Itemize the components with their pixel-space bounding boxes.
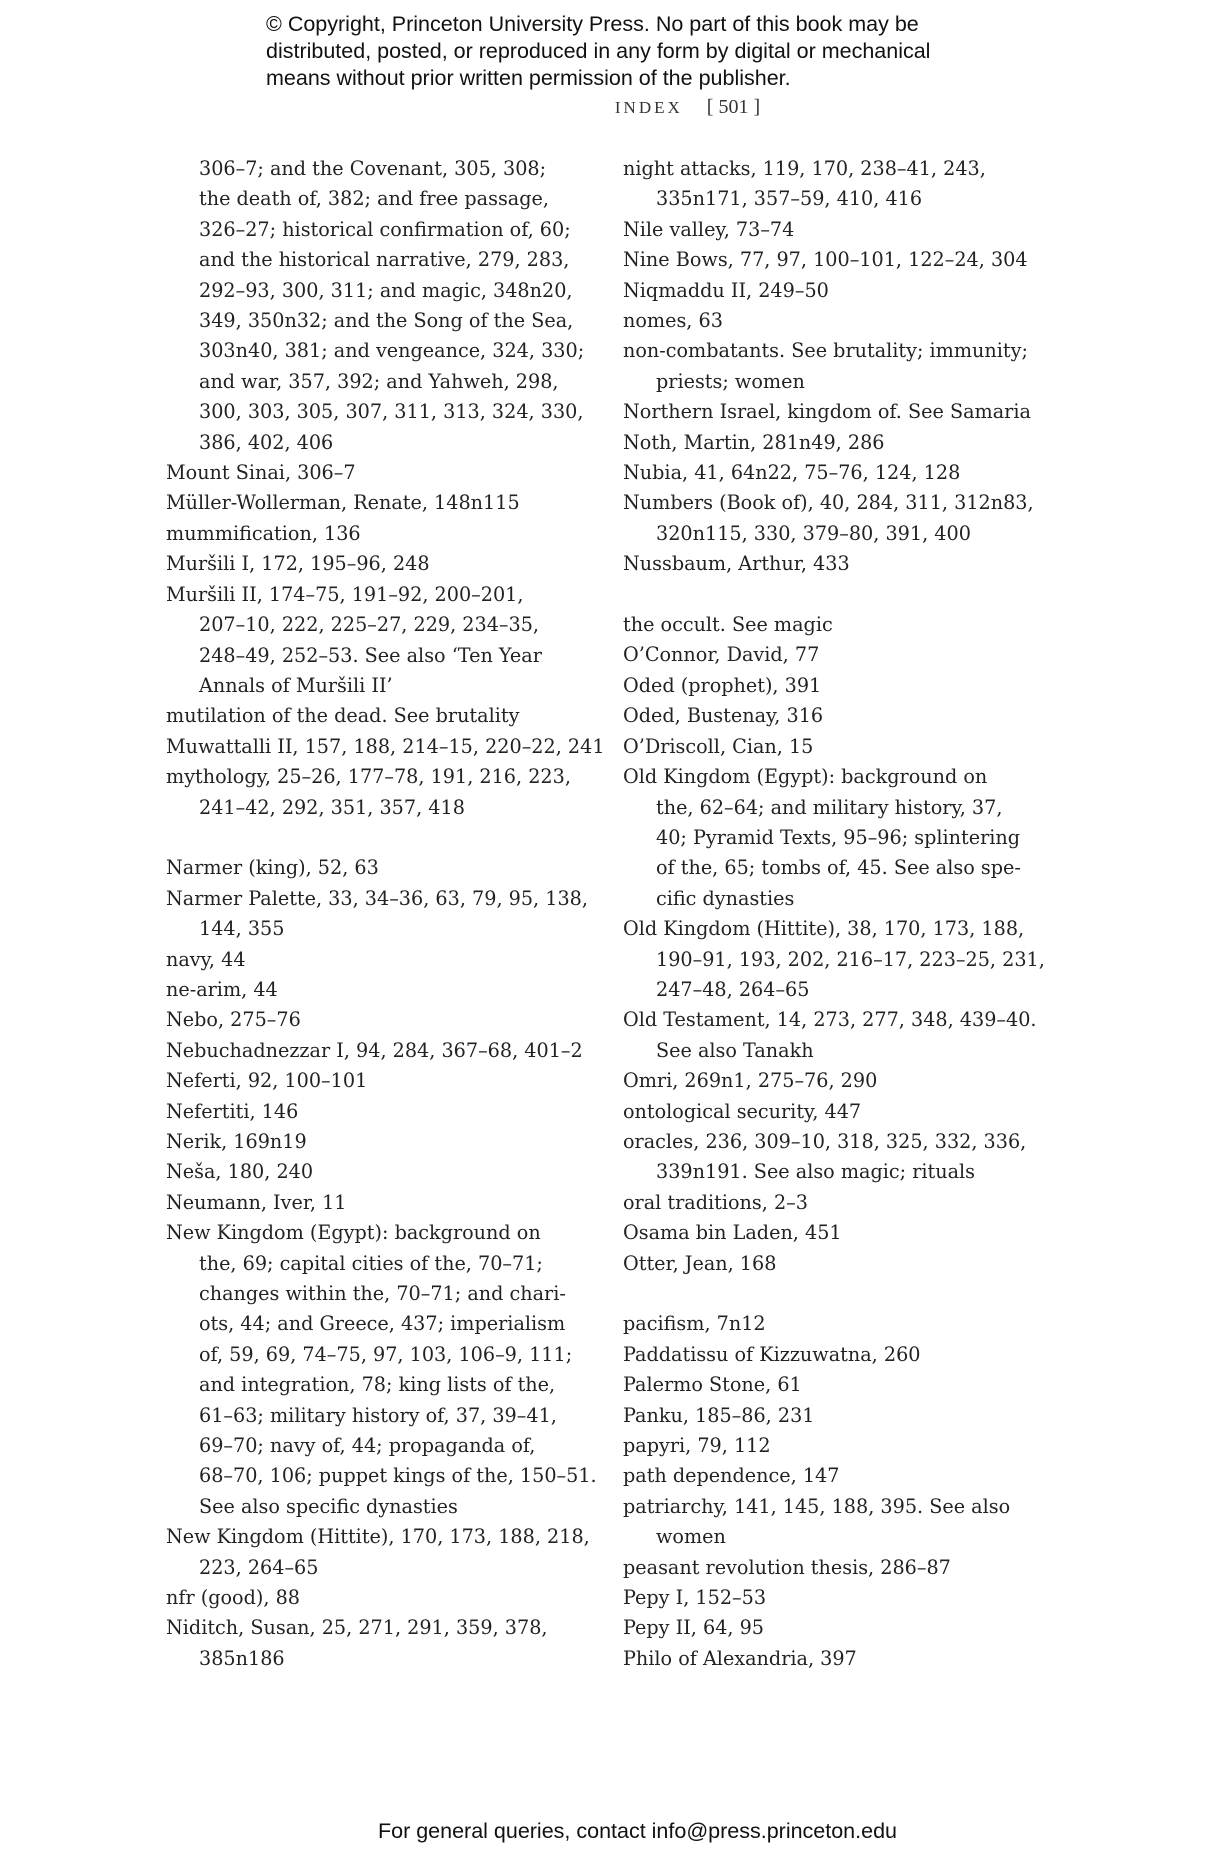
letter-group-separator bbox=[623, 1279, 1063, 1309]
index-entry-line: Nebuchadnezzar I, 94, 284, 367–68, 401–2 bbox=[166, 1038, 583, 1062]
index-entry bbox=[166, 975, 596, 1005]
index-entry bbox=[623, 488, 1063, 549]
index-entry-line: ontological security, 447 bbox=[623, 1099, 862, 1123]
index-entry bbox=[623, 1097, 1063, 1127]
index-entry bbox=[166, 1036, 596, 1066]
index-entry-line: Paddatissu of Kizzuwatna, 260 bbox=[623, 1342, 921, 1366]
index-entry-line: ne-arim, 44 bbox=[166, 977, 278, 1001]
index-entry-continuation: ots, 44; and Greece, 437; imperialism bbox=[199, 1312, 566, 1336]
index-entry bbox=[623, 640, 1063, 670]
index-entry bbox=[623, 1401, 1063, 1431]
index-entry-continuation: the, 69; capital cities of the, 70–71; bbox=[199, 1251, 543, 1275]
index-entry-line: Neferti, 92, 100–101 bbox=[166, 1069, 368, 1093]
index-entry-line: Muršili I, 172, 195–96, 248 bbox=[166, 552, 430, 576]
index-entry-line: New Kingdom (Egypt): background on bbox=[166, 1221, 541, 1245]
letter-group-separator bbox=[623, 580, 1063, 610]
running-head bbox=[0, 96, 1225, 119]
index-entry bbox=[166, 1127, 596, 1157]
index-entry bbox=[623, 914, 1063, 1005]
index-entry bbox=[623, 1370, 1063, 1400]
index-entry-continuation: 223, 264–65 bbox=[199, 1555, 319, 1579]
footer-contact bbox=[0, 1819, 1225, 1844]
index-entry-line: Niqmaddu II, 249–50 bbox=[623, 278, 829, 302]
index-entry bbox=[623, 1066, 1063, 1096]
index-entry-continuation: 385n186 bbox=[199, 1646, 285, 1670]
page-number: [ 501 ] bbox=[706, 96, 761, 118]
index-entry-line: Omri, 269n1, 275–76, 290 bbox=[623, 1069, 878, 1093]
index-entry-continuation: 326–27; historical confirmation of, 60; bbox=[199, 217, 571, 241]
index-entry-continuation: 144, 355 bbox=[199, 917, 285, 941]
index-entry bbox=[166, 549, 596, 579]
index-entry-continuation: Annals of Muršili II’ bbox=[199, 673, 393, 697]
index-entry-line: Numbers (Book of), 40, 284, 311, 312n83, bbox=[623, 491, 1034, 515]
index-entry bbox=[166, 945, 596, 975]
index-entry bbox=[623, 1644, 1063, 1674]
index-entry bbox=[166, 519, 596, 549]
index-column-left bbox=[166, 154, 605, 1674]
index-entry-line: Oded (prophet), 391 bbox=[623, 673, 822, 697]
index-entry-continuation: 292–93, 300, 311; and magic, 348n20, bbox=[199, 278, 573, 302]
index-entry-continuation: 303n40, 381; and vengeance, 324, 330; bbox=[199, 339, 585, 363]
index-entry-line: navy, 44 bbox=[166, 947, 246, 971]
index-entry bbox=[623, 276, 1063, 306]
index-entry bbox=[623, 1492, 1063, 1553]
index-entry-line: pacifism, 7n12 bbox=[623, 1312, 766, 1336]
index-entry-continuation: 349, 350n32; and the Song of the Sea, bbox=[199, 309, 574, 333]
index-entry-line: peasant revolution thesis, 286–87 bbox=[623, 1555, 951, 1579]
index-entry-line: oral traditions, 2–3 bbox=[623, 1190, 808, 1214]
index-entry bbox=[623, 154, 1063, 215]
index-entry-continuation: 320n115, 330, 379–80, 391, 400 bbox=[656, 521, 971, 545]
index-entry-line: the occult. See magic bbox=[623, 613, 833, 637]
index-entry-continuation: cific dynasties bbox=[656, 886, 795, 910]
index-entry bbox=[623, 458, 1063, 488]
index-entry bbox=[623, 306, 1063, 336]
index-entry bbox=[623, 732, 1063, 762]
index-entry-continuation: 339n191. See also magic; rituals bbox=[656, 1160, 975, 1184]
index-entry bbox=[166, 488, 596, 518]
index-entry-continuation: 69–70; navy of, 44; propaganda of, bbox=[199, 1434, 536, 1458]
index-entry-continuation: 207–10, 222, 225–27, 229, 234–35, bbox=[199, 613, 540, 637]
index-entry bbox=[166, 732, 605, 762]
index-entry-continuation: 68–70, 106; puppet kings of the, 150–51. bbox=[199, 1464, 597, 1488]
index-entry-line: Pepy II, 64, 95 bbox=[623, 1616, 765, 1640]
footer-text: For general queries, contact info@press.princeton.edu bbox=[377, 1819, 897, 1843]
index-entry-line: Narmer (king), 52, 63 bbox=[166, 856, 379, 880]
index-entry bbox=[623, 1583, 1063, 1613]
index-entry-line: patriarchy, 141, 145, 188, 395. See also bbox=[623, 1494, 1011, 1518]
index-entry-continuation: 248–49, 252–53. See also ‘Ten Year bbox=[199, 643, 542, 667]
index-entry bbox=[623, 1431, 1063, 1461]
copyright-line: © Copyright, Princeton University Press. No part of this book may be bbox=[266, 12, 919, 36]
index-entry-line: Noth, Martin, 281n49, 286 bbox=[623, 430, 885, 454]
index-entry-continuation: of, 59, 69, 74–75, 97, 103, 106–9, 111; bbox=[199, 1342, 573, 1366]
index-entry bbox=[166, 1218, 596, 1522]
index-entry-line: night attacks, 119, 170, 238–41, 243, bbox=[623, 157, 986, 180]
index-entry-line: mutilation of the dead. See brutality bbox=[166, 704, 520, 728]
index-entry bbox=[623, 1249, 1063, 1279]
index-entry bbox=[623, 1309, 1063, 1339]
index-entry-continuation: 335n171, 357–59, 410, 416 bbox=[656, 187, 923, 211]
index-entry bbox=[623, 1005, 1063, 1066]
index-entry-continuation: See also Tanakh bbox=[656, 1038, 814, 1062]
index-entry-line: Neumann, Iver, 11 bbox=[166, 1190, 347, 1214]
index-entry bbox=[166, 1522, 596, 1583]
index-entry-line: Mount Sinai, 306–7 bbox=[166, 461, 356, 485]
index-entry-line: Osama bin Laden, 451 bbox=[623, 1221, 842, 1245]
index-entry bbox=[166, 1005, 596, 1035]
index-entry-line: non-combatants. See brutality; immunity; bbox=[623, 339, 1028, 363]
index-entry-line: Old Testament, 14, 273, 277, 348, 439–40. bbox=[623, 1008, 1037, 1032]
index-entry bbox=[623, 1613, 1063, 1643]
index-entry-line: Panku, 185–86, 231 bbox=[623, 1403, 815, 1427]
index-entry-line: Philo of Alexandria, 397 bbox=[623, 1646, 857, 1670]
index-entry-line: papyri, 79, 112 bbox=[623, 1434, 771, 1458]
index-entry-line: Northern Israel, kingdom of. See Samaria bbox=[623, 400, 1031, 424]
index-entry-line: O’Connor, David, 77 bbox=[623, 643, 820, 667]
index-entry bbox=[166, 701, 596, 731]
index-entry-line: Nubia, 41, 64n22, 75–76, 124, 128 bbox=[623, 461, 961, 485]
index-entry-line: Nussbaum, Arthur, 433 bbox=[623, 552, 850, 576]
index-entry bbox=[166, 1097, 596, 1127]
index-entry-line: Niditch, Susan, 25, 271, 291, 359, 378, bbox=[166, 1616, 548, 1640]
index-entry-continuation: women bbox=[656, 1525, 726, 1549]
index-entry-line: O’Driscoll, Cian, 15 bbox=[623, 734, 814, 758]
index-entry-line: nomes, 63 bbox=[623, 309, 723, 333]
index-entry bbox=[623, 245, 1063, 275]
index-entry-continuation: the, 62–64; and military history, 37, bbox=[656, 795, 1003, 819]
index-entry-continuation: changes within the, 70–71; and chari- bbox=[199, 1282, 566, 1306]
index-entry bbox=[166, 1583, 596, 1613]
index-entry-continuation: 190–91, 193, 202, 216–17, 223–25, 231, bbox=[656, 947, 1045, 971]
index-entry bbox=[166, 1066, 596, 1096]
index-entry-continuation: 386, 402, 406 bbox=[199, 430, 334, 454]
index-entry-continuation: priests; women bbox=[656, 369, 805, 393]
index-entry-line: path dependence, 147 bbox=[623, 1464, 840, 1488]
index-entry bbox=[623, 336, 1063, 397]
index-entry-line: Otter, Jean, 168 bbox=[623, 1251, 777, 1275]
index-entry-line: Old Kingdom (Egypt): background on bbox=[623, 765, 988, 789]
index-entry-line: Nine Bows, 77, 97, 100–101, 122–24, 304 bbox=[623, 248, 1028, 272]
index-entry-continuation: the death of, 382; and free passage, bbox=[199, 187, 549, 211]
index-entry-continuation: See also specific dynasties bbox=[199, 1494, 458, 1518]
index-entry-line: Palermo Stone, 61 bbox=[623, 1373, 802, 1397]
index-entry bbox=[623, 1340, 1063, 1370]
index-entry bbox=[166, 762, 596, 823]
index-entry-line: Oded, Bustenay, 316 bbox=[623, 704, 824, 728]
index-entry-line: Nile valley, 73–74 bbox=[623, 217, 795, 241]
index-entry bbox=[623, 1188, 1063, 1218]
index-entry bbox=[623, 215, 1063, 245]
index-entry bbox=[623, 428, 1063, 458]
index-entry bbox=[623, 762, 1063, 914]
index-entry bbox=[623, 701, 1063, 731]
index-entry-continuation: of the, 65; tombs of, 45. See also spe- bbox=[656, 856, 1021, 880]
index-entry bbox=[623, 610, 1063, 640]
index-entry bbox=[166, 884, 596, 945]
index-entry-continuation: and war, 357, 392; and Yahweh, 298, bbox=[199, 369, 559, 393]
index-entry-line: Nebo, 275–76 bbox=[166, 1008, 301, 1032]
index-entry bbox=[166, 1613, 596, 1674]
index-entry bbox=[166, 458, 596, 488]
index-entry bbox=[623, 1127, 1063, 1188]
index-entry-line: nfr (good), 88 bbox=[166, 1586, 300, 1610]
index-entry-line: Pepy I, 152–53 bbox=[623, 1586, 767, 1610]
index-entry-continuation: 241–42, 292, 351, 357, 418 bbox=[199, 795, 465, 819]
index-entry-line: Neša, 180, 240 bbox=[166, 1160, 314, 1184]
index-entry-line: Müller-Wollerman, Renate, 148n115 bbox=[166, 491, 520, 515]
index-entry-line: mummification, 136 bbox=[166, 521, 361, 545]
section-label: INDEX bbox=[614, 98, 683, 117]
index-entry bbox=[166, 1157, 596, 1187]
index-entry bbox=[623, 1218, 1063, 1248]
index-entry-continuation: 300, 303, 305, 307, 311, 313, 324, 330, bbox=[199, 400, 584, 424]
letter-group-separator bbox=[166, 823, 596, 853]
index-entry-line: Nefertiti, 146 bbox=[166, 1099, 299, 1123]
index-entry-line: Nerik, 169n19 bbox=[166, 1129, 307, 1153]
index-entry-continuation: 247–48, 264–65 bbox=[656, 977, 810, 1001]
copyright-notice bbox=[266, 11, 1026, 92]
copyright-line: distributed, posted, or reproduced in any form by digital or mechanical bbox=[266, 39, 931, 63]
index-entry bbox=[623, 671, 1063, 701]
index-entry-continuation: 40; Pyramid Texts, 95–96; splintering bbox=[656, 825, 1021, 849]
index-entry bbox=[623, 1553, 1063, 1583]
index-entry bbox=[166, 154, 596, 458]
index-entry bbox=[623, 549, 1063, 579]
index-entry-line: 306–7; and the Covenant, 305, 308; bbox=[199, 157, 547, 180]
index-entry-line: mythology, 25–26, 177–78, 191, 216, 223, bbox=[166, 765, 571, 789]
index-entry bbox=[623, 1461, 1063, 1491]
index-column-right bbox=[623, 154, 1063, 1674]
index-entry bbox=[166, 1188, 596, 1218]
index-entry-line: Muwattalli II, 157, 188, 214–15, 220–22, 241 bbox=[166, 734, 605, 758]
index-entry-continuation: 61–63; military history of, 37, 39–41, bbox=[199, 1403, 557, 1427]
index-entry bbox=[166, 580, 596, 702]
index-entry-line: Old Kingdom (Hittite), 38, 170, 173, 188, bbox=[623, 917, 1025, 941]
index-entry-line: oracles, 236, 309–10, 318, 325, 332, 336, bbox=[623, 1129, 1027, 1153]
index-entry bbox=[623, 397, 1063, 427]
index-entry bbox=[166, 853, 596, 883]
index-entry-line: Narmer Palette, 33, 34–36, 63, 79, 95, 138, bbox=[166, 886, 588, 910]
copyright-line: means without prior written permission of the publisher. bbox=[266, 66, 791, 90]
index-entry-line: Muršili II, 174–75, 191–92, 200–201, bbox=[166, 582, 524, 606]
index-entry-line: New Kingdom (Hittite), 170, 173, 188, 218, bbox=[166, 1525, 590, 1549]
index-entry-continuation: and integration, 78; king lists of the, bbox=[199, 1373, 556, 1397]
index-entry-continuation: and the historical narrative, 279, 283, bbox=[199, 248, 570, 272]
